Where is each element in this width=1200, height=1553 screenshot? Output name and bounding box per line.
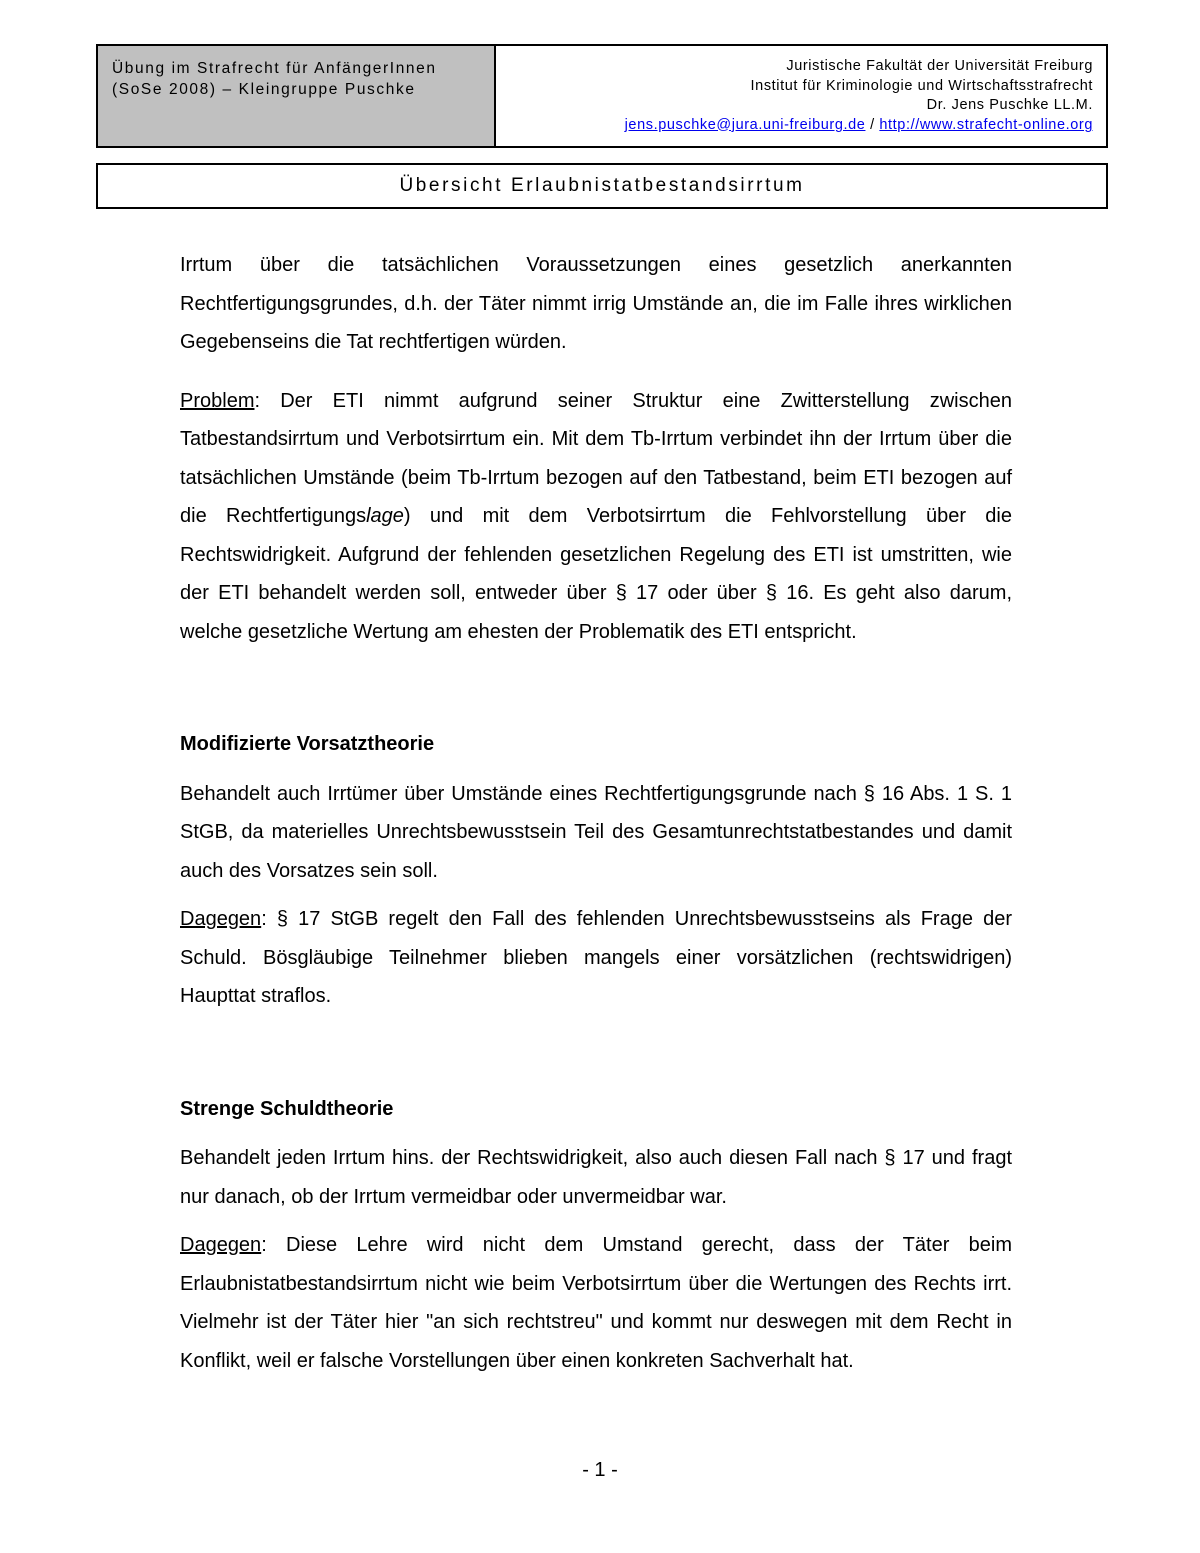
problem-colon: :	[254, 389, 261, 412]
intro-paragraph: Irrtum über die tatsächlichen Voraussetzungen eines gesetzlich anerkannten Rechtfertigungsgrundes, d.h. der Täter nimmt irrig Umstände an, die im Falle ihres wirklichen Gegebenseins die Tat rechtfertigen würden.	[180, 254, 1012, 353]
section-body-vorsatztheorie: Behandelt auch Irrtümer über Umstände eines Rechtfertigungsgrunde nach § 16 Abs. 1 S. 1 StGB, da materielles Unrechtsbewusstsein Teil des Gesamtunrechtstatbestandes und damit auch des Vorsatzes sein soll.	[180, 782, 1012, 882]
faculty-name: Juristische Fakultät der Universität Freiburg	[786, 58, 1093, 74]
against-text: Diese Lehre wird nicht dem Umstand gerecht, dass der Täter beim Erlaubnistatbestandsirrtum nicht wie beim Verbotsirrtum über die Wertungen des Rechts irrt. Vielmehr ist der Täter hier "an sich rechtstreu" und kommt nur deswegen mit dem Recht in Konflikt, weil er falsche Vorstellungen über einen konkreten Sachverhalt hat.	[180, 1234, 1012, 1372]
institution-info	[496, 46, 1106, 146]
against-paragraph-schuldtheorie	[180, 1226, 1012, 1380]
author-name: Dr. Jens Puschke LL.M.	[926, 97, 1093, 113]
course-semester: (SoSe 2008) – Kleingruppe Puschke	[112, 81, 416, 98]
link-separator: /	[865, 116, 880, 133]
institute-name: Institut für Kriminologie und Wirtschaftsstrafrecht	[750, 77, 1093, 94]
section-heading-schuldtheorie: Strenge Schuldtheorie	[180, 1097, 394, 1120]
contact-line	[496, 116, 1093, 136]
problem-italic: lage	[366, 505, 404, 527]
against-paragraph-vorsatztheorie	[180, 900, 1012, 1016]
course-title: Übung im Strafrecht für AnfängerInnen	[112, 60, 437, 77]
document-title: Übersicht Erlaubnistatbestandsirrtum	[96, 163, 1108, 209]
against-label: Dagegen	[180, 1234, 262, 1256]
problem-text-2: ) und mit dem Verbotsirrtum die Fehlvorstellung über die Rechtswidrigkeit. Aufgrund der fehlenden gesetzlichen Regelung des ETI ist umstritten, wie der ETI behandelt werden soll, entweder über § 17 oder über § 16. Es geht also darum, welche gesetzliche Wertung am ehesten der Problematik des ETI entspricht.	[180, 505, 1012, 643]
against-colon: :	[261, 1234, 267, 1256]
against-text: § 17 StGB regelt den Fall des fehlenden Unrechtsbewusstseins als Frage der Schuld. Bösgläubige Teilnehmer blieben mangels einer vorsätzlichen (rechtswidrigen) Haupttat straflos.	[180, 908, 1012, 1007]
website-link[interactable]: http://www.strafecht-online.org	[879, 116, 1093, 133]
page-number: - 1 -	[582, 1459, 618, 1481]
problem-paragraph	[180, 382, 1012, 652]
email-link[interactable]: jens.puschke@jura.uni-freiburg.de	[624, 116, 866, 133]
section-heading-vorsatztheorie: Modifizierte Vorsatztheorie	[180, 733, 435, 755]
against-colon: :	[261, 908, 267, 930]
document-header	[96, 44, 1108, 148]
section-body-schuldtheorie: Behandelt jeden Irrtum hins. der Rechtswidrigkeit, also auch diesen Fall nach § 17 und fragt nur danach, ob der Irrtum vermeidbar oder unvermeidbar war.	[180, 1147, 1012, 1208]
document-body	[180, 246, 1012, 1380]
problem-text-1: Der ETI nimmt aufgrund seiner Struktur eine Zwitterstellung zwischen Tatbestandsirrtum und Verbotsirrtum ein. Mit dem Tb-Irrtum verbindet ihn der Irrtum über die tatsächlichen Umstände (beim Tb-Irrtum bezogen auf den Tatbestand, beim ETI bezogen auf die Rechtfertigungs	[180, 389, 1012, 527]
problem-label: Problem	[180, 389, 255, 412]
course-info	[98, 46, 496, 146]
against-label: Dagegen	[180, 908, 262, 930]
